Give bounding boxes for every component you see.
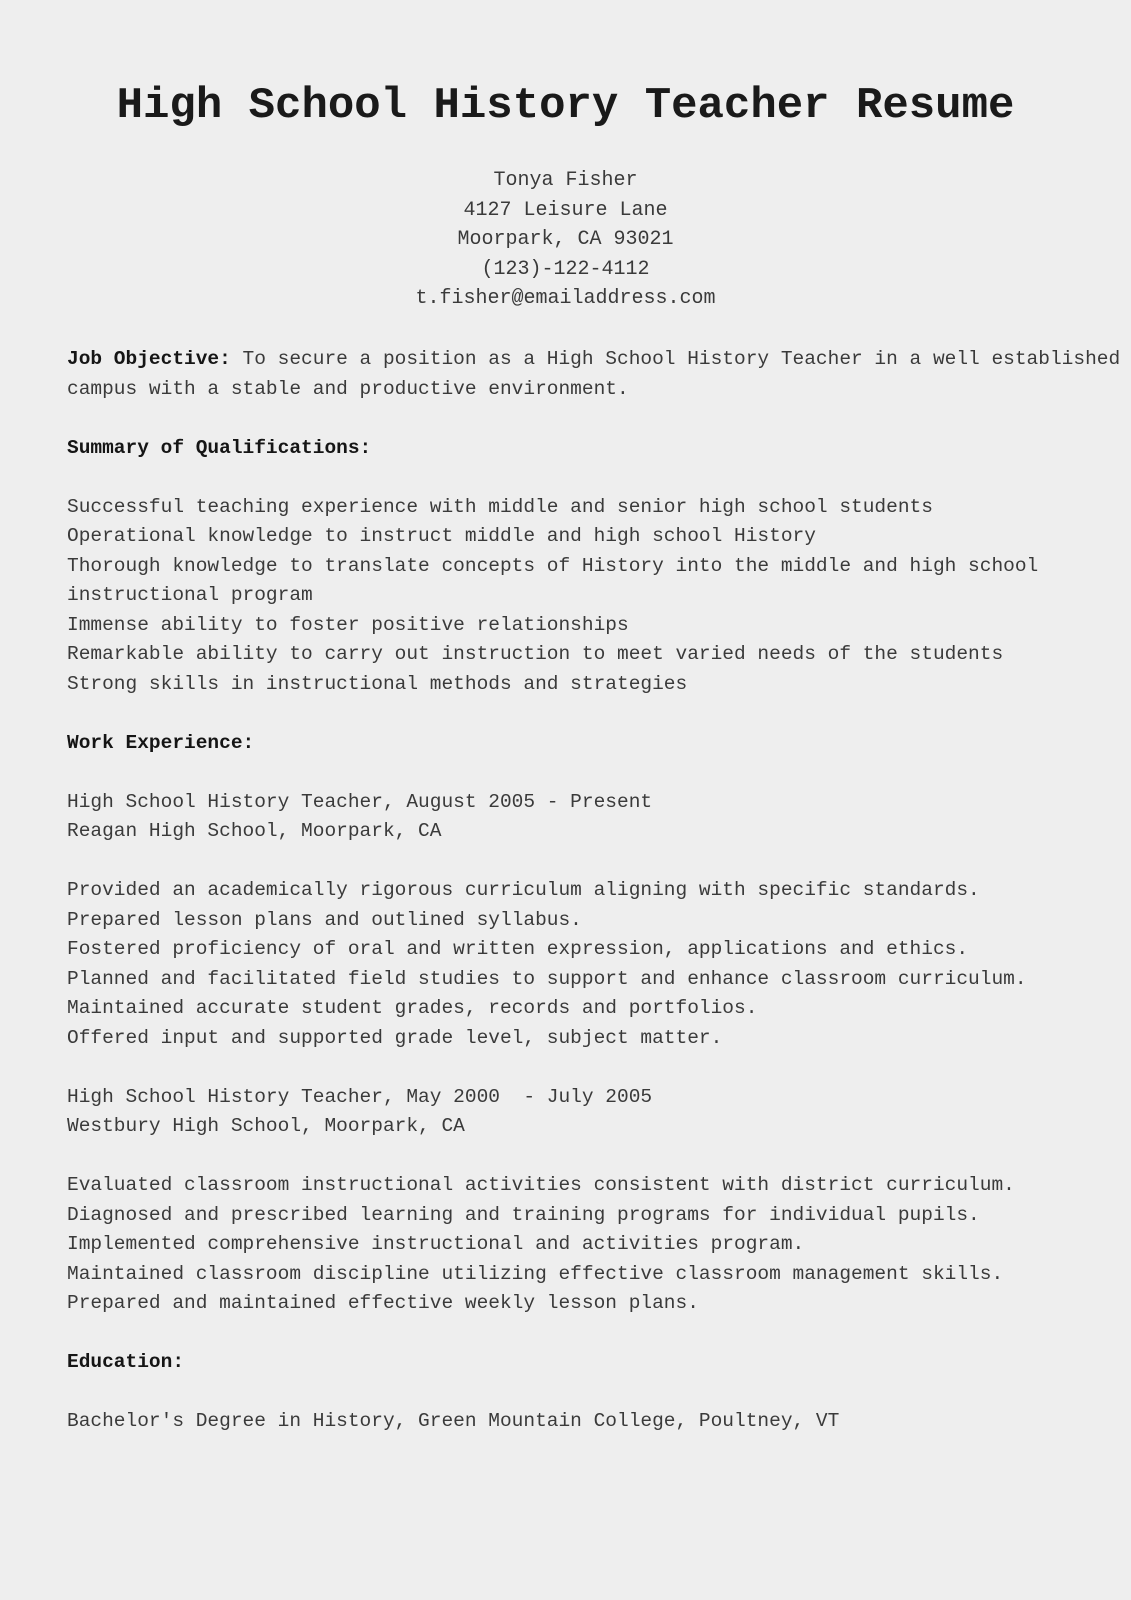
job-duty: Implemented comprehensive instructional and activities program.	[67, 1233, 805, 1255]
job-duty: Fostered proficiency of oral and written expression, applications and ethics.	[67, 938, 969, 960]
job-employer: Westbury High School, Moorpark, CA	[67, 1115, 465, 1137]
contact-street: 4127 Leisure Lane	[463, 198, 668, 222]
job-duty: Provided an academically rigorous curriculum aligning with specific standards.	[67, 879, 980, 901]
job-duty: Offered input and supported grade level, subject matter.	[67, 1026, 723, 1049]
job-duty: Maintained accurate student grades, records and portfolios.	[67, 997, 758, 1019]
education-heading: Education:	[67, 1351, 185, 1373]
qualification-item: Remarkable ability to carry out instruction to meet varied needs of the students	[67, 643, 1004, 665]
job-title-line: High School History Teacher, August 2005 - Present	[67, 790, 653, 813]
objective-label: Job Objective:	[67, 348, 231, 370]
objective-line-1	[67, 345, 1121, 375]
job-employer: Reagan High School, Moorpark, CA	[67, 820, 442, 842]
job-duty: Evaluated classroom instructional activities consistent with district curriculum.	[67, 1174, 1015, 1196]
resume-title: High School History Teacher Resume	[116, 81, 1015, 131]
contact-email: t.fisher@emailaddress.com	[415, 287, 716, 310]
job-duty: Maintained classroom discipline utilizing effective classroom management skills.	[67, 1262, 1004, 1285]
education-degree: Bachelor's Degree in History, Green Mountain College, Poultney, VT	[67, 1410, 840, 1432]
job-duty: Prepared and maintained effective weekly lesson plans.	[67, 1292, 699, 1314]
job-duty: Prepared lesson plans and outlined syllabus.	[67, 908, 582, 931]
contact-city: Moorpark, CA 93021	[457, 228, 674, 251]
resume-body	[67, 345, 1121, 1437]
qualification-item: instructional program	[67, 584, 313, 606]
experience-heading: Work Experience:	[67, 731, 255, 754]
contact-block	[0, 166, 1131, 314]
job-duty: Diagnosed and prescribed learning and training programs for individual pupils.	[67, 1203, 980, 1226]
objective-text-1: To secure a position as a High School History Teacher in a well established	[242, 348, 1121, 370]
qualification-item: Operational knowledge to instruct middle and high school History	[67, 525, 816, 547]
objective-line-2: campus with a stable and productive environment.	[67, 377, 629, 400]
qualification-item: Thorough knowledge to translate concepts of History into the middle and high school	[67, 554, 1039, 577]
qualification-item: Successful teaching experience with middle and senior high school students	[67, 495, 933, 518]
qualification-item: Strong skills in instructional methods and strategies	[67, 672, 688, 695]
job-title-line: High School History Teacher, May 2000 - July 2005	[67, 1085, 653, 1108]
contact-name: Tonya Fisher	[493, 169, 638, 192]
job-duty: Planned and facilitated field studies to support and enhance classroom curriculum.	[67, 967, 1027, 990]
qualification-item: Immense ability to foster positive relationships	[67, 613, 629, 636]
contact-phone: (123)-122-4112	[481, 257, 650, 281]
qualifications-heading: Summary of Qualifications:	[67, 436, 372, 459]
